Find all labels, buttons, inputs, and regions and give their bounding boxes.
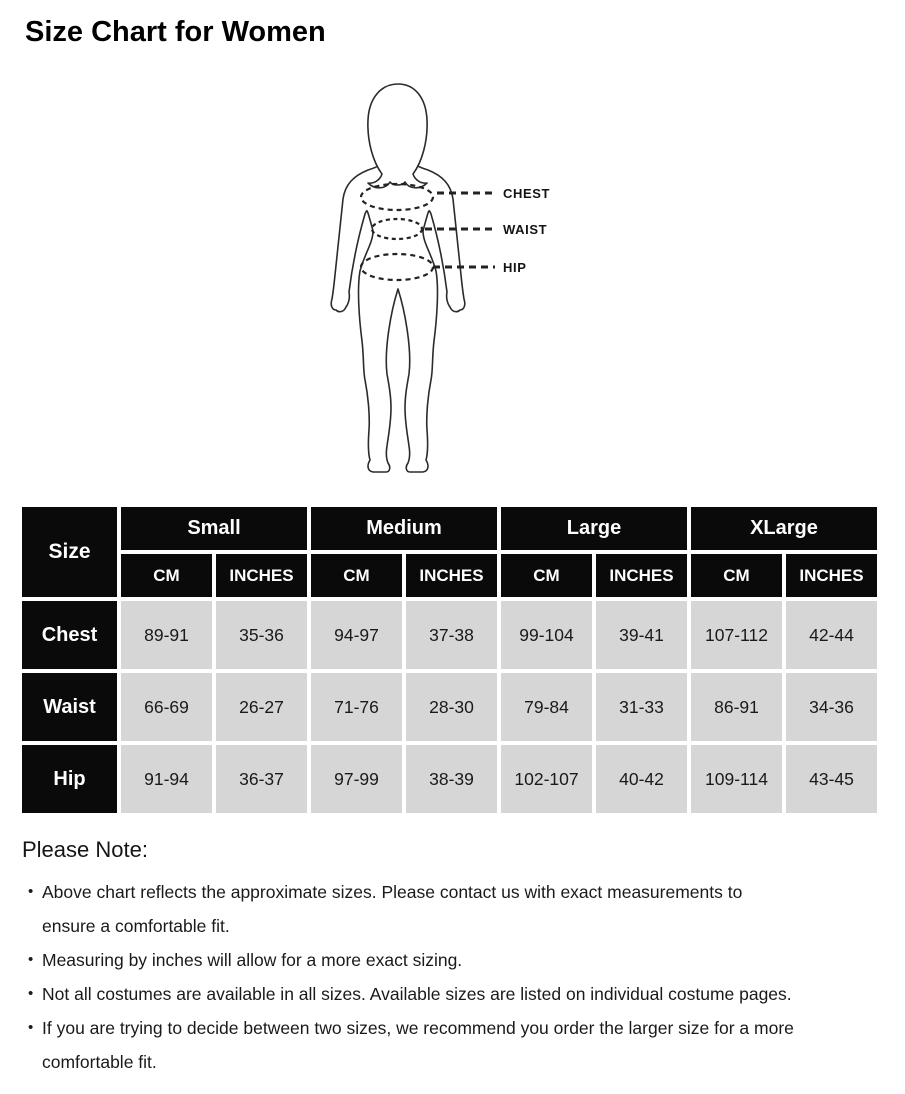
unit-header: CM	[121, 554, 212, 597]
note-line	[0, 1045, 905, 1079]
bullet-icon: •	[28, 1019, 34, 1036]
cell-hip-medium-inches: 38-39	[406, 745, 497, 813]
row-label-chest: Chest	[22, 601, 117, 669]
cell-waist-small-cm: 66-69	[121, 673, 212, 741]
note-line	[0, 1011, 905, 1045]
unit-header: CM	[691, 554, 782, 597]
note-text: Above chart reflects the approximate sizes. Please contact us with exact measurements to	[42, 882, 743, 902]
cell-chest-small-cm: 89-91	[121, 601, 212, 669]
note-item	[0, 977, 905, 1011]
bullet-icon: •	[28, 951, 34, 968]
cell-hip-small-cm: 91-94	[121, 745, 212, 813]
unit-header: INCHES	[786, 554, 877, 597]
waist-label: WAIST	[503, 222, 548, 237]
chest-label: CHEST	[503, 186, 551, 201]
hip-label: HIP	[503, 260, 527, 275]
cell-waist-large-inches: 31-33	[596, 673, 687, 741]
note-text: ensure a comfortable fit.	[42, 916, 230, 936]
bullet-icon: •	[28, 985, 34, 1002]
cell-hip-medium-cm: 97-99	[311, 745, 402, 813]
note-line	[0, 875, 905, 909]
row-label-hip: Hip	[22, 745, 117, 813]
table-row-waist	[22, 673, 877, 741]
table-row-hip	[22, 745, 877, 813]
body-silhouette	[331, 153, 465, 472]
cell-hip-xlarge-inches: 43-45	[786, 745, 877, 813]
unit-header: INCHES	[596, 554, 687, 597]
note-item	[0, 943, 905, 977]
page-title: Size Chart for Women	[25, 16, 326, 48]
cell-waist-medium-inches: 28-30	[406, 673, 497, 741]
cell-chest-large-inches: 39-41	[596, 601, 687, 669]
unit-header: INCHES	[406, 554, 497, 597]
cell-waist-large-cm: 79-84	[501, 673, 592, 741]
group-header-xlarge: XLarge	[691, 507, 877, 550]
cell-hip-large-cm: 102-107	[501, 745, 592, 813]
cell-waist-medium-cm: 71-76	[311, 673, 402, 741]
group-header-large: Large	[501, 507, 687, 550]
unit-header: INCHES	[216, 554, 307, 597]
row-label-waist: Waist	[22, 673, 117, 741]
body-measurement-diagram	[0, 83, 905, 478]
table-row-chest	[22, 601, 877, 669]
group-header-small: Small	[121, 507, 307, 550]
notes-heading: Please Note:	[22, 837, 148, 862]
note-text: Not all costumes are available in all sizes. Available sizes are listed on individual costume pages.	[42, 984, 792, 1004]
bullet-icon: •	[28, 883, 34, 900]
cell-chest-small-inches: 35-36	[216, 601, 307, 669]
note-item	[0, 875, 905, 943]
cell-waist-small-inches: 26-27	[216, 673, 307, 741]
note-line	[0, 977, 905, 1011]
cell-chest-xlarge-inches: 42-44	[786, 601, 877, 669]
size-corner-header: Size	[22, 507, 117, 597]
unit-header: CM	[311, 554, 402, 597]
note-item	[0, 1011, 905, 1079]
cell-hip-xlarge-cm: 109-114	[691, 745, 782, 813]
cell-chest-large-cm: 99-104	[501, 601, 592, 669]
table-unit-header-row	[22, 554, 877, 597]
female-body-outline-illustration	[295, 83, 595, 478]
note-line	[0, 909, 905, 943]
cell-chest-medium-inches: 37-38	[406, 601, 497, 669]
cell-waist-xlarge-cm: 86-91	[691, 673, 782, 741]
note-text: comfortable fit.	[42, 1052, 157, 1072]
note-line	[0, 943, 905, 977]
size-chart-table	[18, 503, 881, 817]
cell-hip-large-inches: 40-42	[596, 745, 687, 813]
note-text: Measuring by inches will allow for a more exact sizing.	[42, 950, 463, 970]
cell-hip-small-inches: 36-37	[216, 745, 307, 813]
unit-header: CM	[501, 554, 592, 597]
cell-waist-xlarge-inches: 34-36	[786, 673, 877, 741]
cell-chest-xlarge-cm: 107-112	[691, 601, 782, 669]
table-group-header-row	[22, 507, 877, 550]
notes-section	[0, 837, 905, 1079]
group-header-medium: Medium	[311, 507, 497, 550]
note-text: If you are trying to decide between two sizes, we recommend you order the larger size for a more	[42, 1018, 794, 1038]
cell-chest-medium-cm: 94-97	[311, 601, 402, 669]
